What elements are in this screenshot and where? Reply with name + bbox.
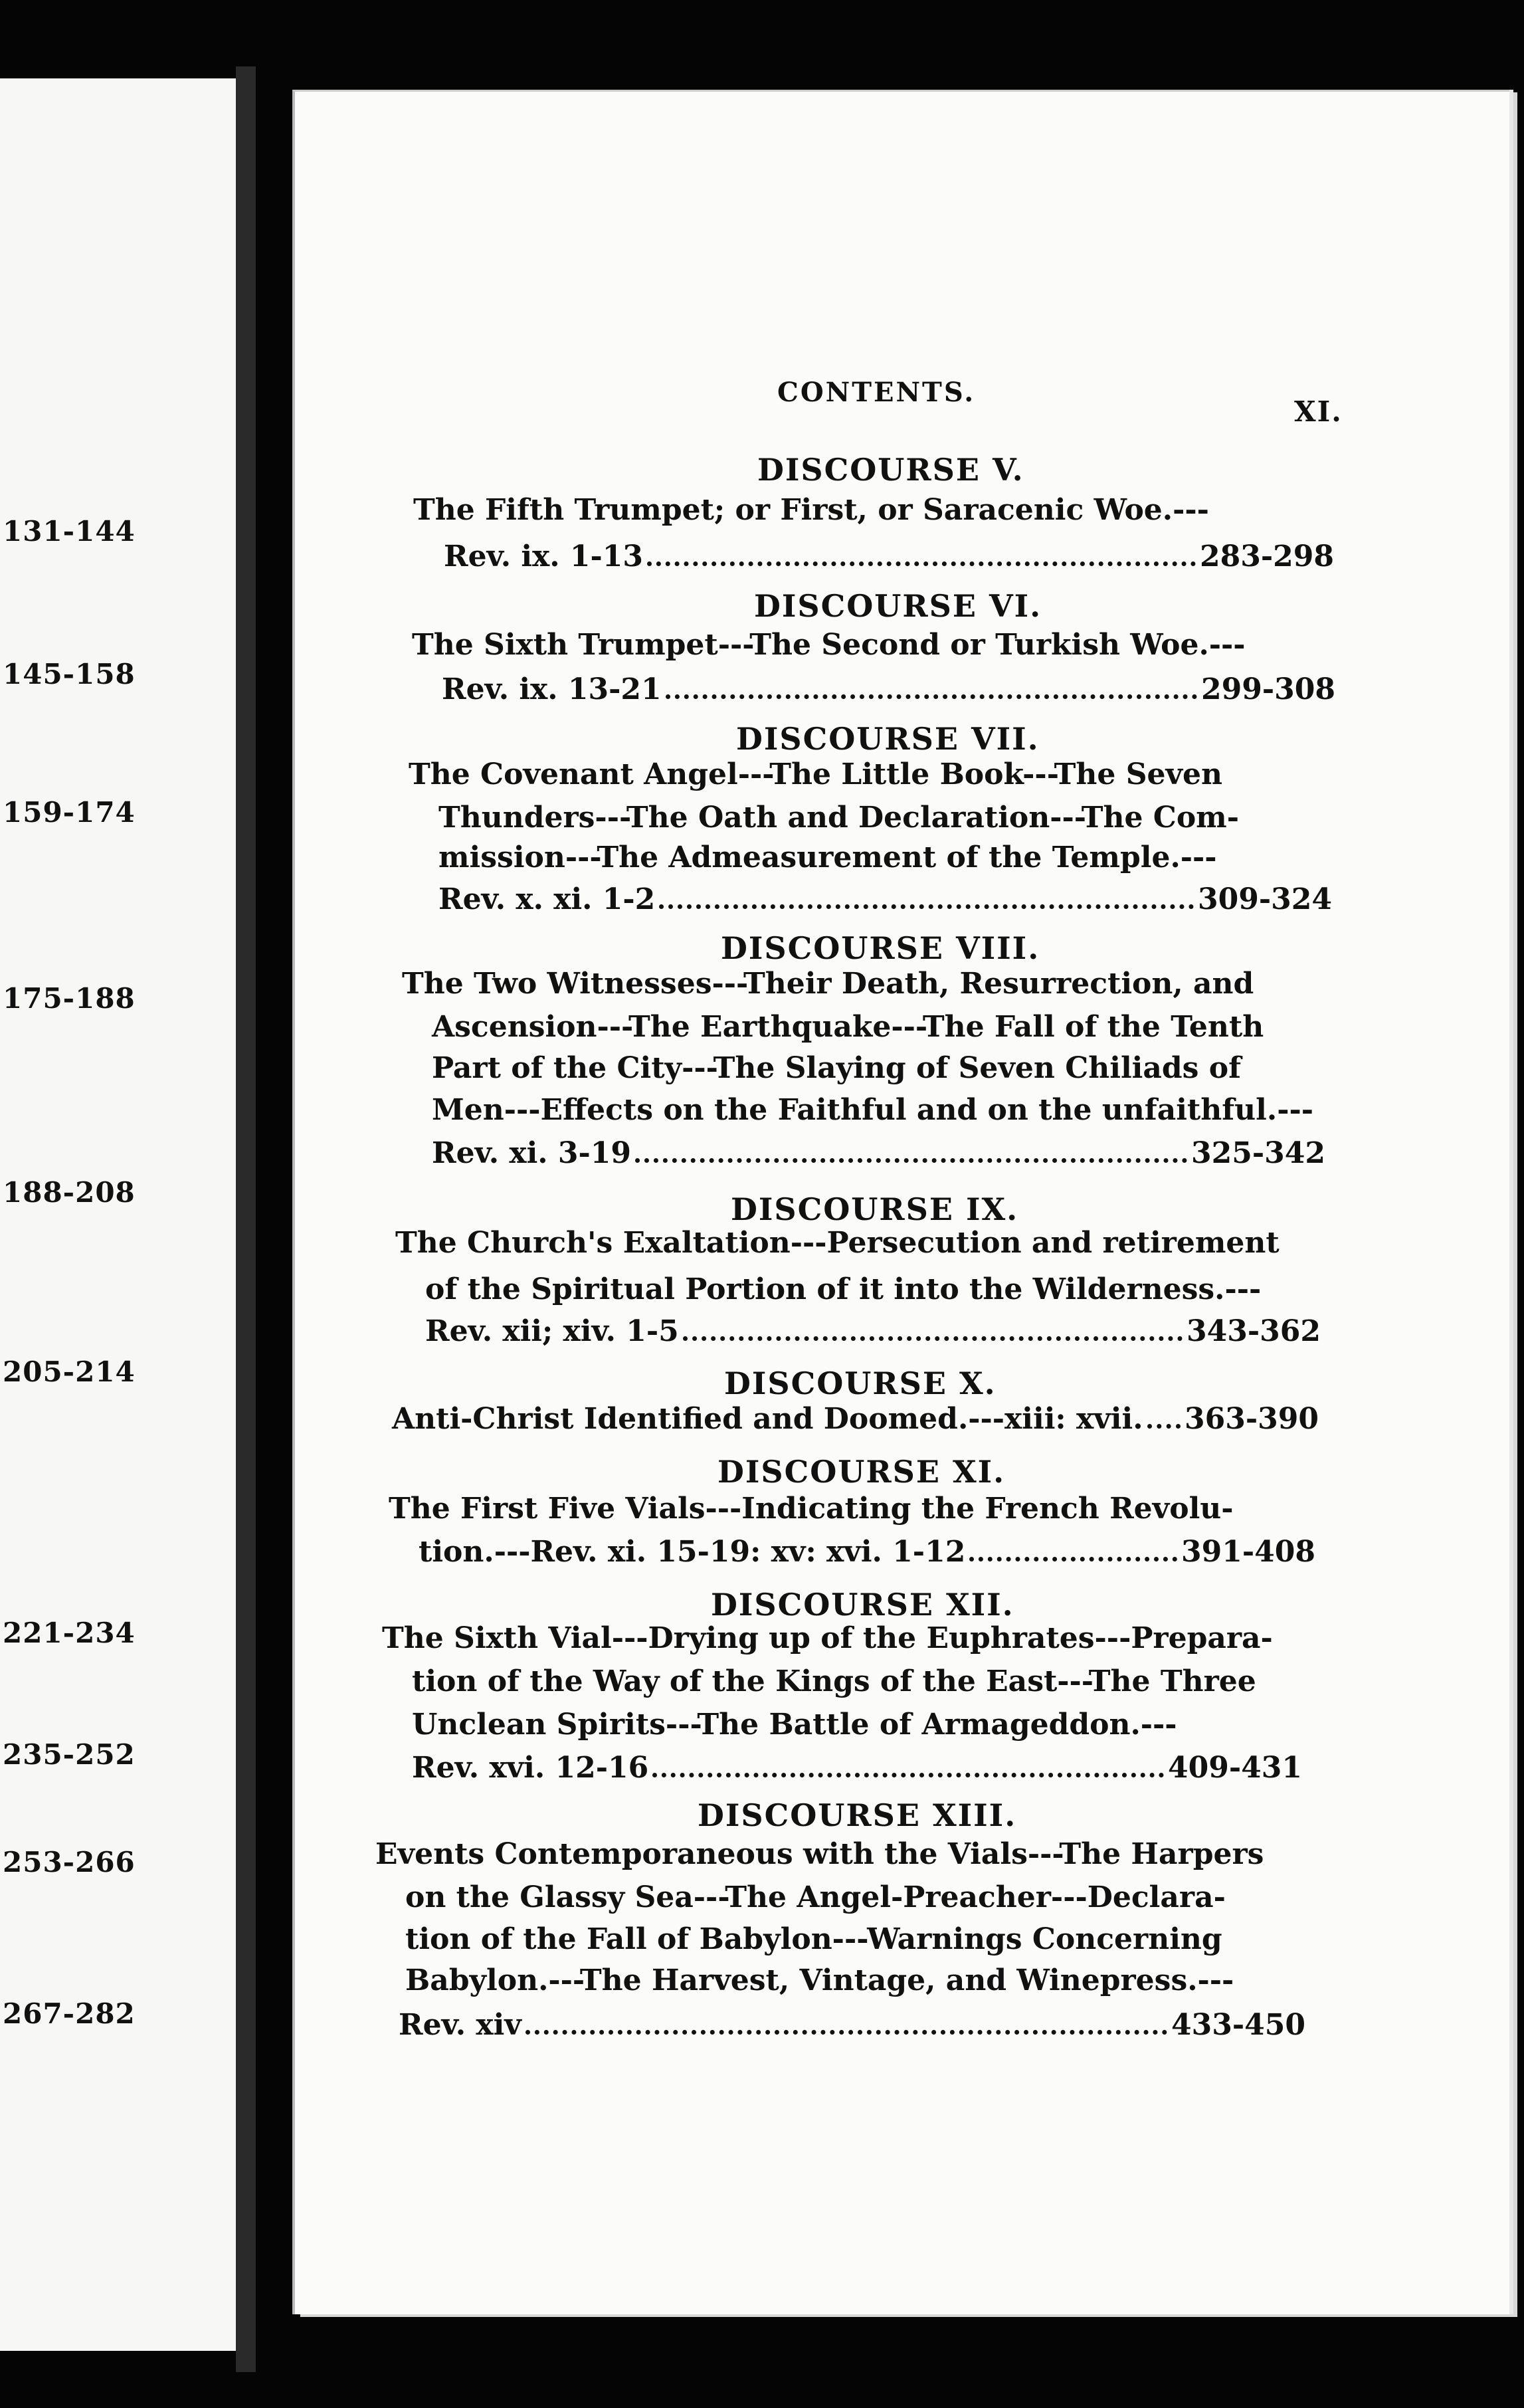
entry-line: The Two Witnesses---Their Death, Resurrection, and xyxy=(402,967,1254,1001)
left-page-range: 159-174 xyxy=(3,796,136,829)
entry-line: on the Glassy Sea---The Angel-Preacher---Declara- xyxy=(405,1880,1226,1914)
scripture-ref: Rev. xiv xyxy=(399,2008,522,2042)
entry-line: Unclean Spirits---The Battle of Armageddon.--- xyxy=(412,1708,1177,1742)
leader-dots xyxy=(647,555,1196,566)
entry-line: tion of the Way of the Kings of the East---The Three xyxy=(412,1664,1256,1698)
toc-entry-ref xyxy=(444,540,1334,573)
entry-line: Part of the City---The Slaying of Seven Chiliads of xyxy=(432,1051,1242,1085)
leader-dots xyxy=(683,1330,1183,1341)
discourse-heading: DISCOURSE V. xyxy=(757,452,1024,488)
page-range: 363-390 xyxy=(1185,1402,1319,1436)
entry-line: The Fifth Trumpet; or First, or Saracenic Woe.--- xyxy=(413,493,1209,527)
left-page-range: 267-282 xyxy=(3,1997,136,2030)
left-page-range: 188-208 xyxy=(3,1176,136,1209)
scripture-ref: Rev. xii; xiv. 1-5 xyxy=(425,1314,679,1348)
entry-line: mission---The Admeasurement of the Temple.--- xyxy=(438,841,1217,874)
entry-line: of the Spiritual Portion of it into the Wilderness.--- xyxy=(425,1272,1262,1306)
left-page xyxy=(0,78,240,2351)
discourse-heading: DISCOURSE XIII. xyxy=(698,1797,1017,1833)
entry-line: The Church's Exaltation---Persecution and retirement xyxy=(395,1226,1280,1260)
page-range: 309-324 xyxy=(1198,882,1332,916)
toc-entry-ref xyxy=(425,1314,1321,1348)
leader-dots xyxy=(525,2023,1167,2035)
discourse-heading: DISCOURSE XII. xyxy=(711,1587,1014,1623)
leader-dots xyxy=(969,1550,1177,1561)
toc-entry-ref xyxy=(412,1751,1302,1785)
left-page-range: 175-188 xyxy=(3,982,136,1015)
entry-title: Anti-Christ Identified and Doomed.---xiii: xvii. xyxy=(392,1402,1143,1436)
toc-entry-ref xyxy=(438,882,1332,916)
scripture-ref: Rev. xi. 3-19 xyxy=(432,1136,632,1170)
entry-line: Men---Effects on the Faithful and on the unfaithful.--- xyxy=(432,1093,1313,1127)
scripture-ref: Rev. ix. 1-13 xyxy=(444,540,644,573)
toc-entry-ref xyxy=(442,672,1335,706)
discourse-heading: DISCOURSE VI. xyxy=(754,588,1042,624)
toc-entry-ref xyxy=(432,1136,1325,1170)
page-range: 409-431 xyxy=(1168,1751,1302,1785)
left-page-ranges xyxy=(0,78,236,2351)
entry-line: The Sixth Vial---Drying up of the Euphrates---Prepara- xyxy=(382,1621,1273,1655)
entry-line: Thunders---The Oath and Declaration---The Com- xyxy=(438,801,1239,835)
left-page-range: 221-234 xyxy=(3,1617,136,1649)
entry-line: The Sixth Trumpet---The Second or Turkish Woe.--- xyxy=(412,628,1246,662)
entry-line: The Covenant Angel---The Little Book---The Seven xyxy=(409,757,1223,791)
entry-line: tion of the Fall of Babylon---Warnings Concerning xyxy=(405,1922,1222,1956)
page-range: 325-342 xyxy=(1191,1136,1325,1170)
page-range: 283-298 xyxy=(1200,540,1334,573)
discourse-heading: DISCOURSE XI. xyxy=(717,1454,1006,1490)
page-number: XI. xyxy=(1294,395,1343,428)
left-page-range: 205-214 xyxy=(3,1355,136,1388)
leader-dots xyxy=(1147,1417,1181,1429)
running-header: CONTENTS. xyxy=(777,377,976,408)
left-page-range: 145-158 xyxy=(3,658,136,690)
toc-entry-ref xyxy=(419,1535,1315,1569)
scripture-ref: tion.---Rev. xi. 15-19: xv: xvi. 1-12 xyxy=(419,1535,966,1569)
toc-entry-ref xyxy=(392,1402,1319,1436)
leader-dots xyxy=(652,1766,1164,1777)
entry-line: Babylon.---The Harvest, Vintage, and Winepress.--- xyxy=(405,1963,1234,1997)
left-page-range: 253-266 xyxy=(3,1846,136,1878)
page-range: 433-450 xyxy=(1171,2008,1305,2042)
entry-line: The First Five Vials---Indicating the French Revolu- xyxy=(389,1492,1234,1526)
leader-dots xyxy=(659,898,1194,909)
page-range: 391-408 xyxy=(1181,1535,1315,1569)
book-spine xyxy=(236,66,256,2372)
page-range: 299-308 xyxy=(1201,672,1335,706)
scripture-ref: Rev. x. xi. 1-2 xyxy=(438,882,656,916)
discourse-heading: DISCOURSE VII. xyxy=(736,721,1040,757)
discourse-heading: DISCOURSE X. xyxy=(724,1365,997,1401)
discourse-heading: DISCOURSE VIII. xyxy=(721,930,1040,966)
entry-line: Ascension---The Earthquake---The Fall of the Tenth xyxy=(432,1010,1264,1044)
entry-line: Events Contemporaneous with the Vials---The Harpers xyxy=(375,1837,1264,1871)
left-page-range: 235-252 xyxy=(3,1738,136,1771)
scripture-ref: Rev. ix. 13-21 xyxy=(442,672,662,706)
discourse-heading: DISCOURSE IX. xyxy=(731,1191,1019,1227)
scripture-ref: Rev. xvi. 12-16 xyxy=(412,1751,649,1785)
leader-dots xyxy=(635,1152,1187,1163)
toc-entry-ref xyxy=(399,2008,1305,2042)
left-page-range: 131-144 xyxy=(3,515,136,548)
page-range: 343-362 xyxy=(1187,1314,1321,1348)
leader-dots xyxy=(666,688,1197,699)
